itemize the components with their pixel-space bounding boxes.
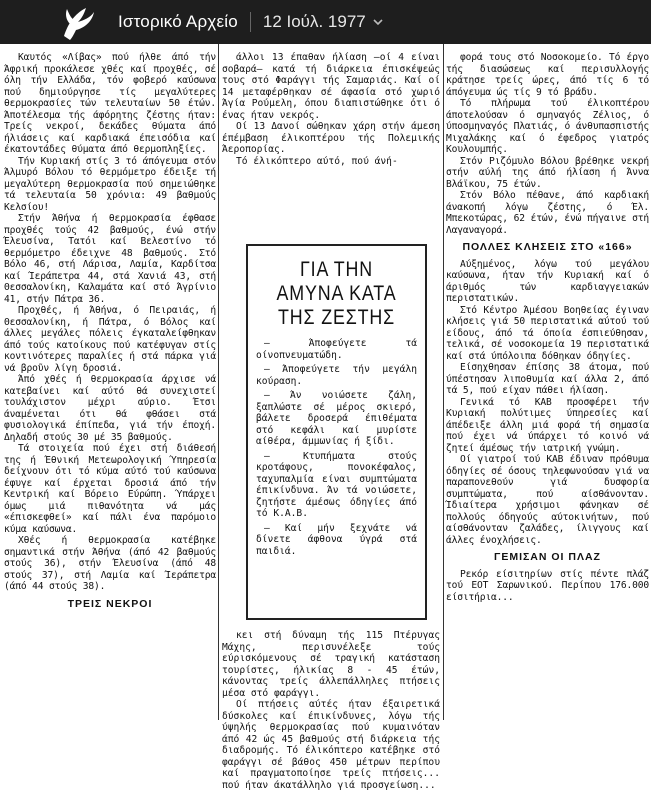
article-paragraph: Στό Κέντρο Άμέσου Βοηθείας έγιναν κλήσεις γιά 50 περιστατικά αύτού τού είδους, άπό τά όποία έσπιεύθησαν, τελικά, σέ νοσοκομεία 19 περιστατικά καί στά ύπόλοιπα δόθηκαν όδηγίες.: [446, 304, 649, 362]
column-rule-1: [218, 44, 219, 720]
subheading: ΓΕΜΙΣΑΝ ΟΙ ΠΛΑΖ: [494, 551, 601, 563]
box-item: — Άποφεύγετε τά οίνοπνευματώδη.: [256, 338, 417, 361]
article-paragraph: Οί 13 Δανοί σώθηκαν χάρη στήν άμεση έπέμβαση έλικοπτέρου τής Πολεμικής Άεροπορίας.: [222, 121, 440, 155]
issue-date[interactable]: 12 Ιούλ. 1977: [262, 12, 366, 31]
article-paragraph: άλλοι 13 έπαθαν ήλίαση —οί 4 είναι σοβαρά— κατά τή διάρκεια έπισκέψεώς τους στό Φαράγγι τής Σαμαριάς. Καί οί 14 μεταφέρθηκαν σέ άφασία στό χωριό Άγία Ρούμελη, όπου διαπιστώθηκε ότι ό ένας ήταν νεκρός.: [222, 52, 440, 121]
article-paragraph: Χθές ή θερμοκρασία κατέβηκε σημαντικά στήν Άθήνα (άπό 42 βαθμούς στούς 36), στήν Έλευσίνα (άπό 48 στούς 37), στή Λαμία καί Ίεράπετρα (άπό 44 στούς 38).: [4, 535, 216, 592]
article-paragraph: Τό πλήρωμα τού έλικοπτέρου άποτελούσαν ό σμηναγός Ζέλιος, ό ύποσμηναγός Πλατιάς, ό άνθυπασπιστής Μιχαλάκης καί ό έφεδρος γιατρός Κουλουμπής.: [446, 98, 649, 155]
app-header: [0, 0, 651, 44]
box-item: — Άποφεύγετε τήν μεγάλη κούραση.: [256, 364, 417, 387]
article-paragraph: Προχθές, ή Άθήνα, ό Πειραιάς, ή Θεσσαλονίκη, ή Πάτρα, ό Βόλος καί άλλες μεγάλες πόλεις έγκαταλείφθηκαν άπό τούς κατοίκους πού κατέφυγαν στίς κοντινότερες παραλίες ή στά πάρκα γιά νά βροῦν λίγη δροσιά.: [4, 305, 216, 374]
column-3: [446, 52, 649, 603]
article-paragraph: Οί γιατροί τού ΚΑΒ έδιναν πρόθυμα όδηγίες σέ όσους τηλεφωνούσαν γιά να παραπονεθούν γιά δυσφορία συμπτώματα, πού αίσθάνονταν. Ίδιαίτερα χρήσιμοι φάνηκαν σέ πολλούς όδηγούς αύτοκινήτων, πού αίσθάνονταν ζαλάδες, ίλιγγους καί άλλες ένοχλήσεις.: [446, 454, 649, 546]
article-paragraph: Αύξημένος, λόγω τού μεγάλου καύσωνα, ήταν τήν Κυριακή καί ό άριθμός τών καρδιαγγειακών περιστατικών.: [446, 258, 649, 304]
article-paragraph: Είσηχθησαν έπίσης 38 άτομα, πού ύπέστησαν λιποθυμία καί άλλα 2, άπό τά 5, πού είχαν πάθει ήλίαση.: [446, 362, 649, 396]
article-paragraph: Στόν Βόλο πέθανε, άπό καρδιακή άνακοπή λόγω ζέστης, ό Έλ. Μπεκοτώρας, 62 έτών, ένώ πήγαινε στή Λαγαναγορά.: [446, 190, 649, 236]
chevron-down-icon[interactable]: [372, 16, 384, 28]
article-paragraph: Τά στοιχεία πού έχει στή διάθεσή της ή Έθνική Μετεωρολογική Ύπηρεσία δείχνουν ότι τό κύμα αύτό τού καύσωνα έφυγε καί έρχεται δροσιά άπό τήν Κεντρική καί Βόρειο Εύρώπη. Ύπάρχει όμως μιά πιθανότητα νά μάς «έπισκεφθεί» καί πάλι ένα παρόμοιο κύμα καύσωνα.: [4, 443, 216, 535]
column-2-bottom: [222, 630, 440, 791]
article-paragraph: Στόν Ριζόμυλο Βόλου βρέθηκε νεκρή στήν αύλή της άπό ήλίαση ή Άννα Βλάϊκου, 75 έτών.: [446, 155, 649, 190]
article-paragraph: Τό έλικόπτερο αύτό, πού άνή-: [236, 155, 398, 167]
article-paragraph: Άπό χθές ή θερμοκρασία άρχισε νά κατεβαίνει καί αύτό θά συνεχιστεί τουλάχιστον μέχρι αύριο. Έτσι άναμένεται ότι θά φθάσει στά φυσιολογικά έπίπεδα, γιά τήν έποχή. Δηλαδή στούς 30 μέ 35 βαθμούς.: [4, 374, 216, 443]
box-item: — Καί μήν ξεχνάτε νά δίνετε άφθονα ύγρά στά παιδιά.: [256, 522, 417, 557]
article-paragraph: Στήν Άθήνα ή θερμοκρασία έφθασε προχθές τούς 42 βαθμούς, ένώ στήν Έλευσίνα, Τατόι καί Βελεστίνο τό θερμόμετρο έδειχνε 48 βαθμούς. Στό Βόλο 46, στή Λάρισα, Λαμία, Καρδίτσα καί Ίεράπετρα 44, στά Χανιά 43, στή Θεσσαλονίκη, Καλαμάτα καί στό Άγρίνιο 41, στήν Πάτρα 36.: [4, 213, 216, 305]
article-paragraph: κει στή δύναμη τής 115 Πτέρυγας Μάχης, περισυνέλεξε τούς εύρισκόμενους σέ τραγική κατάσταση τουρίστες, ήλικίας 8 - 45 έτών, κάνοντας τρείς άλλεπάλληλες πτήσεις μέσα στό φαράγγι.: [222, 630, 440, 699]
article-paragraph: Τήν Κυριακή στίς 3 τό άπόγευμα στόν Άλμυρό Βόλου τό θερμόμετρο έδειξε τή μεγαλύτερη θερμοκρασία πού σημειώθηκε τά τελευταία 50 χρόνια: 49 βαθμούς Κελσίου!: [4, 155, 216, 213]
owl-logo-icon[interactable]: [56, 0, 100, 44]
box-title: ΓΙΑ ΤΗΝ ΑΜΥΝΑ ΚΑΤΑ ΤΗΣ ΖΕΣΤΗΣ: [276, 258, 397, 329]
article-paragraph: Καυτός «Λίβας» πού ήλθε άπό τήν Άφρική προκάλεσε χθές καί προχθές, σέ όλη τήν Ελλάδα, τόν φοβερό καύσωνα πού δημιούργησε τίς μεγαλύτερες θερμοκρασίες τών τελευταίων 50 έτών. Άποτέλεσμα τής άφόρητης ζέστης ήταν: Τρείς νεκροί, δεκάδες θύματα άπό ήλιάσεις καί καρδιακά έπεισόδια καί έκατοντάδες θύματα άπό θερμοπληξίες.: [4, 52, 216, 155]
newspaper-page: [0, 44, 651, 791]
article-paragraph: Ρεκόρ είσιτηρίων στίς πέντε πλάζ τού ΕΟΤ Σαρωνικού. Περίπου 176.000 είσιτήρια...: [446, 568, 649, 603]
column-2-top: [222, 52, 440, 167]
column-rule-2: [443, 44, 444, 720]
header-divider: [250, 12, 251, 32]
subheading: ΤΡΕΙΣ ΝΕΚΡΟΙ: [67, 597, 153, 610]
column-1: [4, 52, 216, 615]
subheading: ΠΟΛΛΕΣ ΚΛΗΣΕΙΣ ΣΤΟ «166»: [462, 241, 633, 253]
box-item: — Κτυπήματα στούς κροτάφους, πονοκέφαλος, ταχυπαλμία είναι συμπτώματα έπικίνδυνα. Άν τά νοιώσετε, ζητήστε άμέσως όδηγίες άπό τό Κ.Α.Β.: [256, 450, 417, 519]
article-paragraph: φορά τους στό Νοσοκομείο. Τό έργο τής διασώσεως καί περισυλλογής κράτησε τρείς ώρες, άπό τίς 6 τό άπόγευμα ώς τίς 9 τό βράδυ.: [446, 52, 649, 98]
box-item: — Άν νοιώσετε ζάλη, ξαπλώστε σέ μέρος σκιερό, βάλετε δροσερά έπιθέματα στό κεφάλι καί μυρίστε αίθέρα, άμμωνίας ή ξίδι.: [256, 390, 417, 447]
article-paragraph: Γενικά τό ΚΑΒ προσφέρει τήν Κυριακή πολύτιμες ύπηρεσίες καί άπέδειξε άλλη μιά φορά τή σημασία πού έχει νά ύπάρχει τό κοινό νά ζητεί άμέσως τήν ιατρική γνώμη.: [446, 396, 649, 454]
site-title[interactable]: Ιστορικό Αρχείο: [118, 12, 238, 31]
article-paragraph: Οί πτήσεις αύτές ήταν έξαιρετικά δύσκολες καί έπικίνδυνες, λόγω τής ύψηλής θερμοκρασίας πού κυμαινόταν άπό 42 ώς 45 βαθμούς στή διάρκεια τής διαδρομής. Τό έλικόπτερο κατέβηκε στό φαράγγι σέ βάθος 450 μέτρων περίπου καί πραγματοποίησε τρείς πτήσεις... πού ήταν άκατάλληλο γιά προσγείωση...: [222, 699, 440, 791]
heat-defence-box: [246, 244, 427, 620]
